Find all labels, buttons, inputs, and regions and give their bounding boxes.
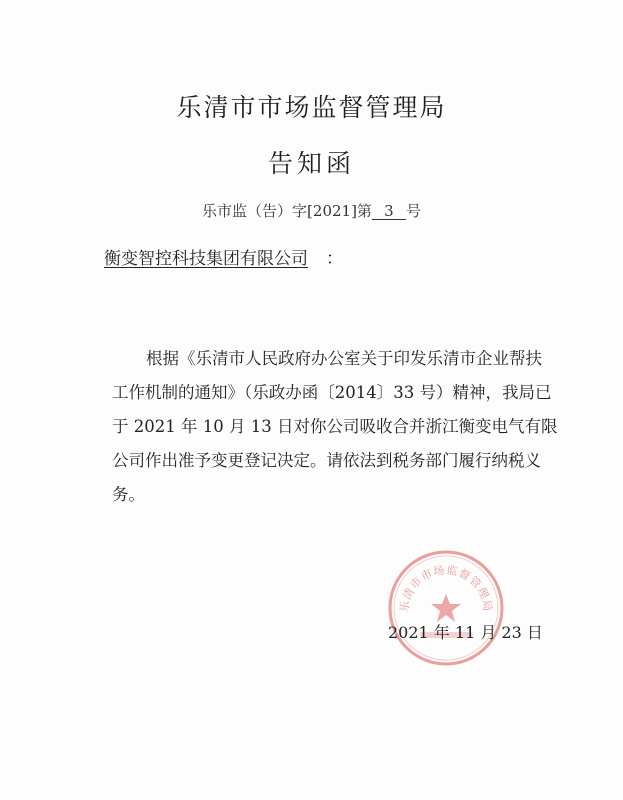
seal-text: 乐清市市场监督管理局 [397, 563, 495, 613]
document-number-value: 3 [372, 203, 406, 220]
body-line: 务。 [112, 485, 145, 504]
document-number [0, 200, 623, 221]
document-number-prefix: 乐市监（告）字[2021]第 [202, 202, 372, 220]
body-line: 于 2021 年 10 月 13 日对你公司吸收合并浙江衡变电气有限 [112, 417, 558, 436]
body-line: 根据《乐清市人民政府办公室关于印发乐清市企业帮扶 [146, 349, 542, 368]
notice-body [112, 342, 558, 512]
recipient-line [104, 244, 343, 269]
recipient-name: 衡变智控科技集团有限公司 [104, 249, 308, 269]
issue-date: 2021 年 11 月 23 日 [388, 623, 543, 642]
organization-title: 乐清市市场监督管理局 [176, 93, 447, 122]
body-line: 公司作出准予变更登记决定。请依法到税务部门履行纳税义 [112, 451, 541, 470]
document-number-suffix: 号 [405, 202, 421, 220]
recipient-colon: ： [326, 249, 343, 269]
body-line: 工作机制的通知》（乐政办函〔2014〕33 号）精神，我局已 [112, 383, 552, 402]
document-type-title: 告知函 [267, 149, 355, 178]
official-seal [386, 548, 506, 668]
